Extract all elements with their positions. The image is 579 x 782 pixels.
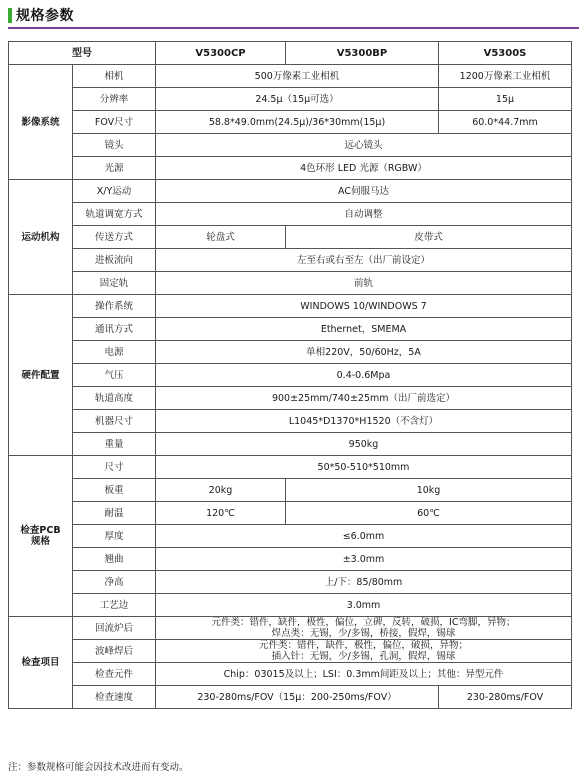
row-label: 通讯方式 [73, 318, 156, 341]
cell-value: ±3.0mm [156, 548, 572, 571]
table-row [9, 272, 572, 295]
row-label: 镜头 [73, 134, 156, 157]
model-v5300cp: V5300CP [156, 42, 286, 65]
table-row [9, 341, 572, 364]
table-row [9, 525, 572, 548]
row-label: FOV尺寸 [73, 111, 156, 134]
cell-value: 单相220V，50/60Hz，5A [156, 341, 572, 364]
cell-value: 上/下：85/80mm [156, 571, 572, 594]
table-row [9, 111, 572, 134]
cell-value: 24.5μ（15μ可选） [156, 88, 439, 111]
row-label: 相机 [73, 65, 156, 88]
cell-value: 60.0*44.7mm [439, 111, 572, 134]
section-header [8, 4, 571, 28]
cell-value: 0.4-0.6Mpa [156, 364, 572, 387]
cell-value: L1045*D1370*H1520（不含灯） [156, 410, 572, 433]
table-row [9, 456, 572, 479]
row-label: 气压 [73, 364, 156, 387]
table-row [9, 249, 572, 272]
group-inspection: 检查项目 [9, 617, 73, 709]
table-row [9, 88, 572, 111]
row-label: 工艺边 [73, 594, 156, 617]
cell-value: 50*50-510*510mm [156, 456, 572, 479]
cell-value: 轮盘式 [156, 226, 286, 249]
row-label: 板重 [73, 479, 156, 502]
table-row [9, 548, 572, 571]
table-row [9, 640, 572, 663]
group-pcb [9, 456, 73, 617]
reflow-line1: 元件类：错件，缺件，极性，偏位，立碑，反转，破损，IC弯脚，异物； [211, 617, 516, 628]
table-row [9, 571, 572, 594]
cell-value: 1200万像素工业相机 [439, 65, 572, 88]
cell-value: 3.0mm [156, 594, 572, 617]
table-row [9, 387, 572, 410]
accent-bar [8, 8, 12, 23]
table-row [9, 65, 572, 88]
row-label: 固定轨 [73, 272, 156, 295]
row-label: 重量 [73, 433, 156, 456]
cell-value: 950kg [156, 433, 572, 456]
group-pcb-line1: 检查PCB [20, 525, 61, 536]
table-row [9, 203, 572, 226]
table-row [9, 663, 572, 686]
row-label: 检查速度 [73, 686, 156, 709]
spec-table [8, 41, 572, 709]
table-row [9, 364, 572, 387]
row-label: 光源 [73, 157, 156, 180]
row-label: 分辨率 [73, 88, 156, 111]
cell-value: WINDOWS 10/WINDOWS 7 [156, 295, 572, 318]
row-label: 检查元件 [73, 663, 156, 686]
table-row [9, 157, 572, 180]
cell-value: 230-280ms/FOV [439, 686, 572, 709]
cell-value: 20kg [156, 479, 286, 502]
table-row [9, 594, 572, 617]
table-row [9, 686, 572, 709]
cell-value: 前轨 [156, 272, 572, 295]
cell-value [156, 640, 572, 663]
cell-value: 120℃ [156, 502, 286, 525]
table-row [9, 502, 572, 525]
table-row [9, 180, 572, 203]
table-row [9, 410, 572, 433]
cell-value [156, 617, 572, 640]
row-label: 尺寸 [73, 456, 156, 479]
cell-value: 自动调整 [156, 203, 572, 226]
cell-value: Ethernet，SMEMA [156, 318, 572, 341]
cell-value: 10kg [286, 479, 572, 502]
model-v5300bp: V5300BP [286, 42, 439, 65]
table-row [9, 295, 572, 318]
table-row [9, 226, 572, 249]
row-label: X/Y运动 [73, 180, 156, 203]
wave-line2: 插入针：无锡，少/多锡，孔洞，假焊，锡球 [271, 651, 456, 662]
row-label: 轨道高度 [73, 387, 156, 410]
cell-value: Chip：03015及以上；LSI：0.3mm间距及以上；其他：异型元件 [156, 663, 572, 686]
row-label: 耐温 [73, 502, 156, 525]
model-v5300s: V5300S [439, 42, 572, 65]
cell-value: 15μ [439, 88, 572, 111]
cell-value: 500万像素工业相机 [156, 65, 439, 88]
cell-value: 皮带式 [286, 226, 572, 249]
cell-value: 230-280ms/FOV（15μ：200-250ms/FOV） [156, 686, 439, 709]
row-label: 轨道调宽方式 [73, 203, 156, 226]
row-label: 传送方式 [73, 226, 156, 249]
cell-value: 58.8*49.0mm(24.5μ)/36*30mm(15μ) [156, 111, 439, 134]
group-hardware: 硬件配置 [9, 295, 73, 456]
table-row [9, 433, 572, 456]
row-label: 操作系统 [73, 295, 156, 318]
model-header: 型号 [9, 42, 156, 65]
group-pcb-line2: 规格 [30, 536, 50, 547]
table-header-row [9, 42, 572, 65]
table-row [9, 318, 572, 341]
row-label: 翘曲 [73, 548, 156, 571]
row-label: 厚度 [73, 525, 156, 548]
group-imaging: 影像系统 [9, 65, 73, 180]
reflow-line2: 焊点类：无锡，少/多锡，桥接，假焊，锡球 [271, 628, 456, 639]
cell-value: 左至右或右至左（出厂前设定） [156, 249, 572, 272]
row-label: 波峰焊后 [73, 640, 156, 663]
row-label: 回流炉后 [73, 617, 156, 640]
row-label: 净高 [73, 571, 156, 594]
row-label: 机器尺寸 [73, 410, 156, 433]
table-row [9, 134, 572, 157]
wave-line1: 元件类：错件，缺件，极性，偏位，破损，异物； [258, 640, 468, 651]
header-rule [8, 27, 579, 29]
cell-value: 4色环形 LED 光源（RGBW） [156, 157, 572, 180]
cell-value: AC伺服马达 [156, 180, 572, 203]
cell-value: 900±25mm/740±25mm（出厂前选定） [156, 387, 572, 410]
page-title: 规格参数 [16, 8, 74, 24]
row-label: 电源 [73, 341, 156, 364]
table-row [9, 617, 572, 640]
cell-value: ≤6.0mm [156, 525, 572, 548]
table-row [9, 479, 572, 502]
cell-value: 60℃ [286, 502, 572, 525]
row-label: 进板流向 [73, 249, 156, 272]
cell-value: 远心镜头 [156, 134, 572, 157]
footnote: 注：参数规格可能会因技术改进而有变动。 [8, 762, 189, 773]
group-motion: 运动机构 [9, 180, 73, 295]
